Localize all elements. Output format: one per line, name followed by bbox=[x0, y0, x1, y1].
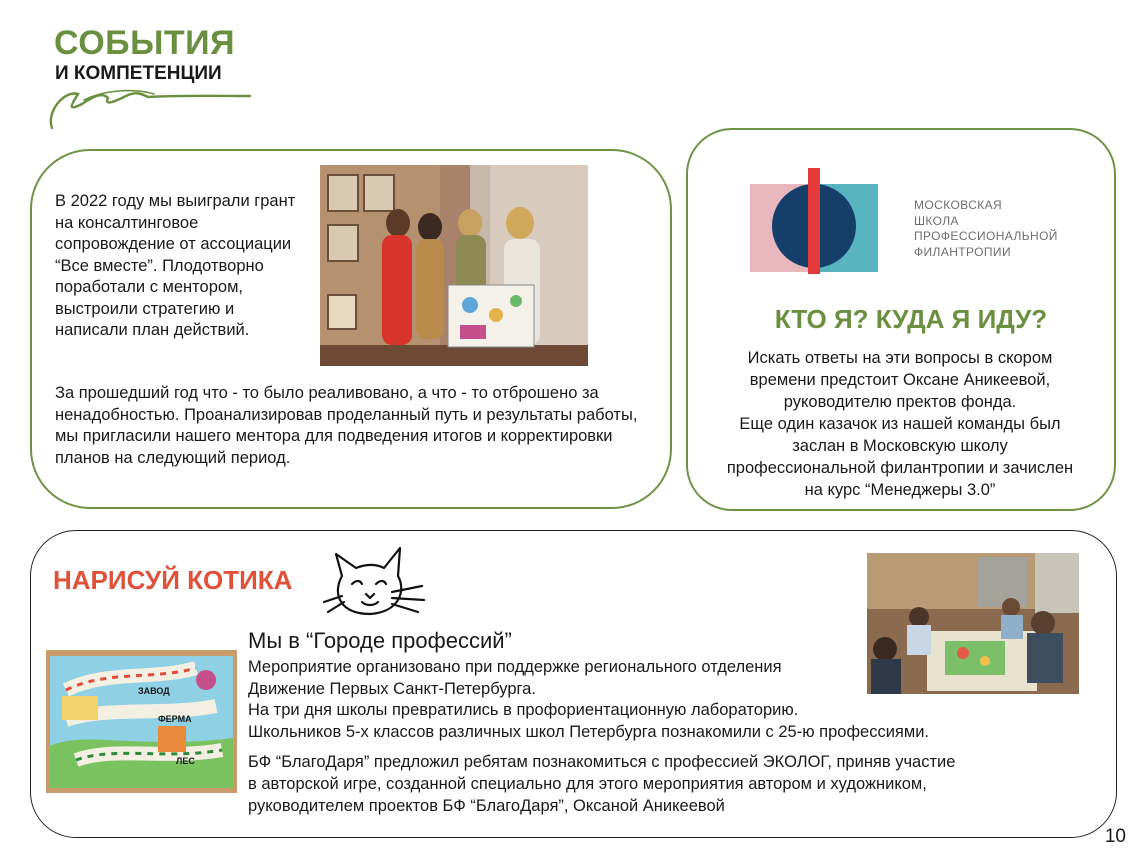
event-subtitle: Мы в “Городе профессий” bbox=[248, 628, 512, 653]
cat-doodle-icon bbox=[322, 546, 426, 628]
text-line: На три дня школы превратились в профориентационную лабораторию. bbox=[248, 701, 799, 719]
text-line: Искать ответы на эти вопросы в скором bbox=[747, 349, 1053, 367]
school-heading: КТО Я? КУДА Я ИДУ? bbox=[774, 304, 1048, 334]
school-logo-icon bbox=[750, 168, 878, 274]
page-number: 10 bbox=[1104, 826, 1126, 847]
grant-paragraph-1: В 2022 году мы выиграли грант на консалтинговое сопровождение от ассоциации “Все вместе”. Плодотворно поработали с ментором, выстроили стратегию и написали план действий. bbox=[55, 192, 296, 339]
text-line: БФ “БлагоДаря” предложил ребятам познакомиться с профессией ЭКОЛОГ, приняв участие bbox=[248, 753, 956, 771]
board-label: ФЕРМА bbox=[158, 714, 192, 724]
event-text-1 bbox=[248, 657, 929, 743]
page-title: СОБЫТИЯ bbox=[54, 24, 236, 62]
page-subtitle: И КОМПЕТЕНЦИИ bbox=[55, 63, 222, 84]
text-line: Школьников 5-х классов различных школ Петербурга познакомили с 25-ю профессиями. bbox=[248, 722, 929, 741]
text-line: в авторской игре, созданной специально для этого мероприятия автором и художником, bbox=[248, 775, 927, 793]
school-text bbox=[700, 347, 1100, 501]
text-line: руководителю пректов фонда. bbox=[783, 393, 1017, 411]
board-label: ЛЕС bbox=[176, 756, 195, 766]
text-line: времени предстоит Оксане Аникеевой, bbox=[749, 371, 1051, 389]
text-line: Еще один казачок из нашей команды был bbox=[739, 415, 1061, 433]
grant-paragraph-2: За прошедший год что - то было реаливовано, а что - то отброшено за ненадобностью. Проанализировав проделанный путь и результаты работы, мы пригласили нашего ментора для подведения итогов и корректировки планов на следующий период. bbox=[55, 384, 638, 467]
board-label: ЗАВОД bbox=[138, 686, 170, 696]
cat-heading: НАРИСУЙ КОТИКА bbox=[53, 565, 293, 595]
logo-line: ШКОЛА bbox=[914, 213, 959, 228]
logo-line: МОСКОВСКАЯ bbox=[914, 198, 1003, 212]
text-line: Мероприятие организовано при поддержке регионального отделения bbox=[248, 658, 782, 676]
school-logo-text bbox=[914, 198, 1058, 260]
text-line: на курс “Менеджеры 3.0” bbox=[804, 481, 996, 499]
text-line: профессиональной филантропии и зачислен bbox=[726, 459, 1074, 477]
text-line: заслан в Московскую школу bbox=[792, 437, 1008, 455]
team-photo bbox=[320, 165, 588, 366]
text-line: Движение Первых Санкт-Петербурга. bbox=[248, 679, 536, 698]
board-game-photo bbox=[46, 650, 237, 793]
text-line: руководителем проектов БФ “БлагоДаря”, Оксаной Аникеевой bbox=[248, 797, 725, 815]
logo-line: ФИЛАНТРОПИИ bbox=[914, 244, 1011, 259]
event-text-2 bbox=[248, 751, 955, 817]
decorative-swash bbox=[44, 82, 256, 132]
logo-line: ПРОФЕССИОНАЛЬНОЙ bbox=[914, 229, 1058, 243]
